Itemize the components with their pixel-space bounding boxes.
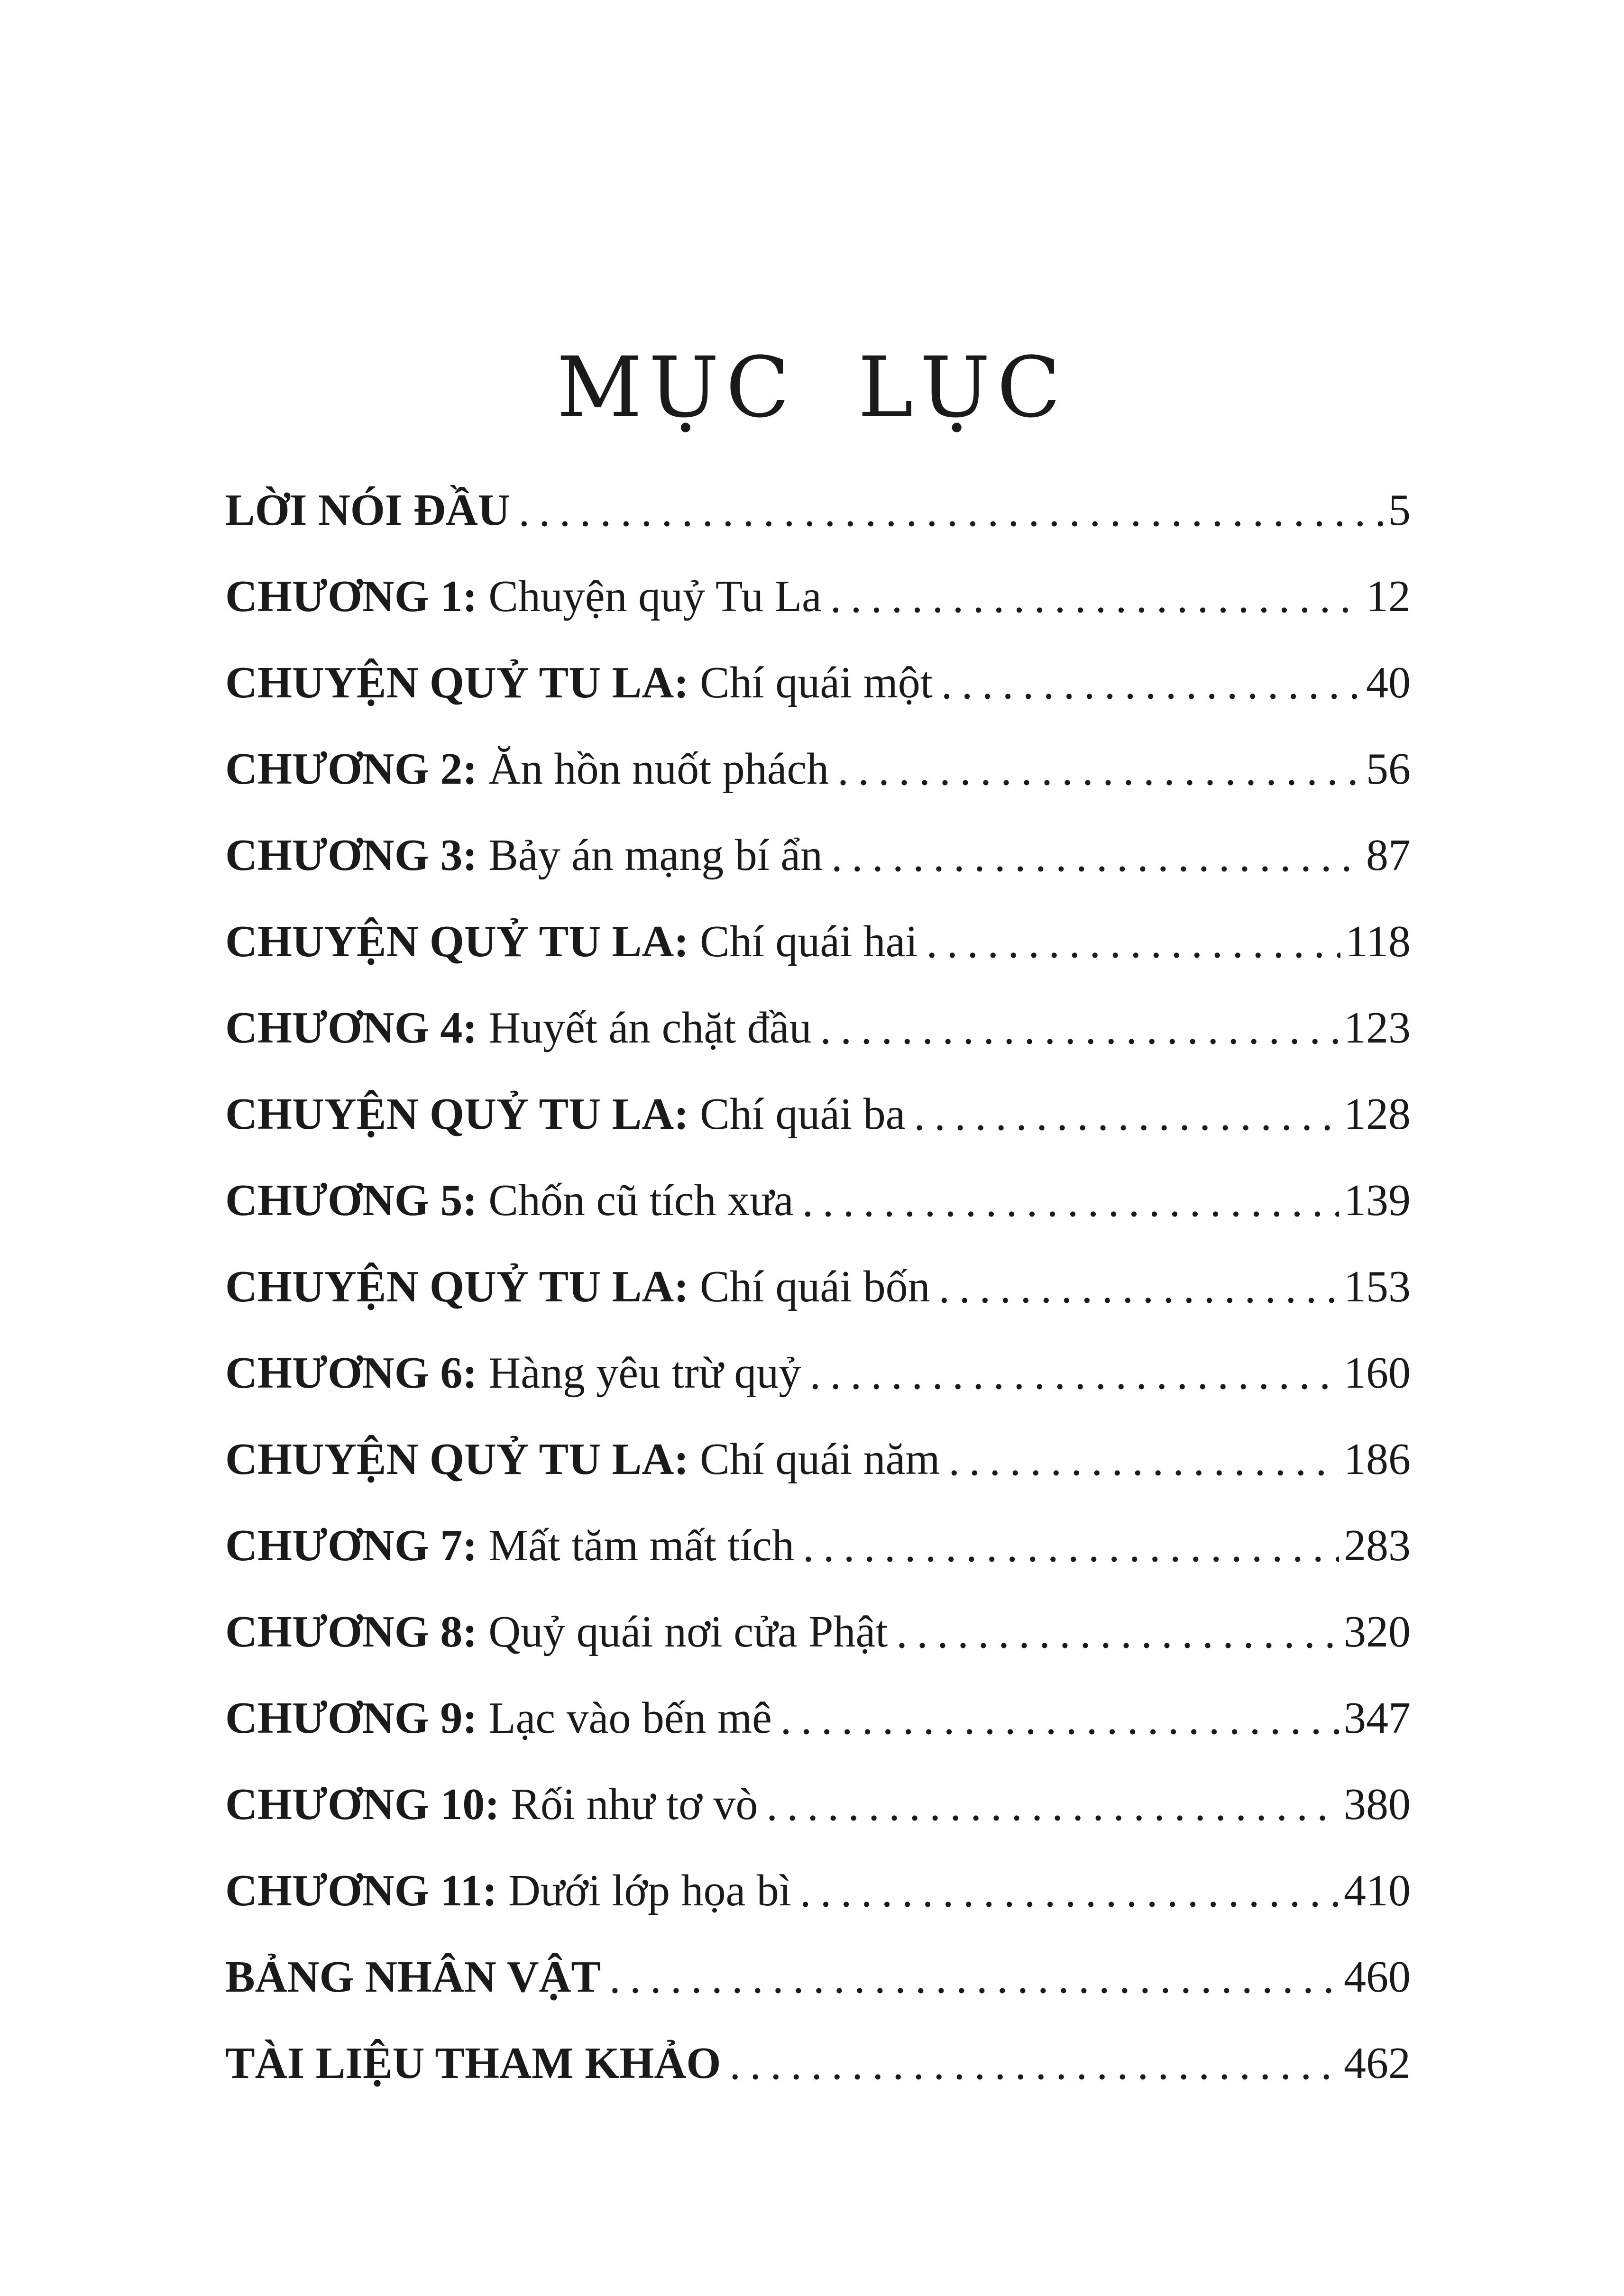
toc-entry-label — [225, 1519, 794, 1572]
toc-page-number: 40 — [1366, 658, 1411, 707]
toc-page-number: 12 — [1366, 572, 1411, 621]
toc-entry-label — [225, 1865, 791, 1917]
toc-entry[interactable] — [225, 1330, 1411, 1416]
toc-dot-leader — [831, 830, 1361, 882]
toc-page-number: 5 — [1388, 485, 1411, 535]
toc-page-number: 123 — [1344, 1003, 1411, 1052]
toc-entry-heading: CHƯƠNG 11: — [225, 1866, 497, 1915]
toc-entry-heading: CHƯƠNG 4: — [225, 1003, 477, 1052]
toc-page-number: 153 — [1344, 1262, 1411, 1311]
toc-entry[interactable] — [225, 1675, 1411, 1761]
toc-dot-leader — [941, 658, 1361, 710]
toc-entry-label — [225, 484, 510, 536]
toc-entry-heading: BẢNG NHÂN VẬT — [225, 1952, 601, 2002]
toc-page-number: 186 — [1344, 1435, 1411, 1484]
toc-dot-leader — [729, 2038, 1339, 2090]
toc-entry[interactable] — [225, 1761, 1411, 1848]
toc-entry[interactable] — [225, 467, 1411, 553]
toc-entry-label — [225, 1088, 905, 1140]
toc-entry[interactable] — [225, 2020, 1411, 2106]
toc-page-number: 460 — [1344, 1952, 1411, 2002]
toc-entry-label — [225, 1778, 758, 1830]
toc-entry[interactable] — [225, 1244, 1411, 1330]
toc-dot-leader — [609, 1952, 1339, 2004]
toc-entry[interactable] — [225, 1848, 1411, 1934]
toc-entry-heading: CHƯƠNG 6: — [225, 1348, 477, 1398]
toc-entry-subtitle: Lạc vào bến mê — [488, 1693, 772, 1743]
toc-entry-label — [225, 657, 933, 709]
toc-entry[interactable] — [225, 898, 1411, 985]
toc-dot-leader — [927, 916, 1341, 969]
toc-page-number: 139 — [1344, 1176, 1411, 1225]
toc-dot-leader — [766, 1779, 1339, 1831]
toc-entry-subtitle: Rối như tơ vò — [511, 1780, 758, 1829]
toc-dot-leader — [800, 1866, 1339, 1918]
toc-dot-leader — [914, 1089, 1339, 1141]
toc-dot-leader — [820, 1003, 1339, 1055]
toc-entry-subtitle: Ăn hồn nuốt phách — [488, 744, 829, 794]
toc-dot-leader — [809, 1348, 1339, 1400]
toc-page-number: 87 — [1366, 831, 1411, 880]
toc-entry[interactable] — [225, 985, 1411, 1071]
table-of-contents — [225, 467, 1411, 2106]
toc-entry-heading: CHƯƠNG 2: — [225, 744, 477, 794]
toc-dot-leader — [803, 1520, 1339, 1573]
toc-dot-leader — [949, 1434, 1340, 1486]
toc-entry-label — [225, 1433, 940, 1485]
toc-entry-label — [225, 1692, 772, 1744]
toc-dot-leader — [802, 1175, 1339, 1227]
toc-entry[interactable] — [225, 726, 1411, 812]
toc-entry[interactable] — [225, 1071, 1411, 1157]
toc-page-number: 128 — [1344, 1089, 1411, 1139]
toc-entry-heading: CHUYỆN QUỶ TU LA: — [225, 1089, 689, 1139]
toc-entry-heading: CHƯƠNG 10: — [225, 1780, 500, 1829]
toc-dot-leader — [780, 1693, 1339, 1745]
toc-page-number: 56 — [1366, 744, 1411, 794]
toc-entry-subtitle: Chí quái ba — [700, 1089, 906, 1139]
toc-entry-label — [225, 2037, 721, 2089]
toc-entry-heading: CHƯƠNG 9: — [225, 1693, 477, 1743]
toc-entry-heading: CHUYỆN QUỶ TU LA: — [225, 1262, 689, 1311]
toc-entry-label — [225, 1002, 811, 1054]
toc-entry-label — [225, 743, 829, 795]
toc-entry-subtitle: Bảy án mạng bí ẩn — [488, 831, 823, 880]
toc-page-number: 347 — [1344, 1693, 1411, 1743]
toc-dot-leader — [837, 744, 1361, 796]
toc-entry-subtitle: Chí quái bốn — [700, 1262, 930, 1311]
toc-dot-leader — [830, 571, 1361, 623]
toc-entry-heading: LỜI NÓI ĐẦU — [225, 485, 510, 535]
toc-page-number: 320 — [1344, 1607, 1411, 1656]
page-title: MỤC LỤC — [556, 338, 1067, 436]
toc-entry-subtitle: Dưới lớp họa bì — [508, 1866, 791, 1915]
toc-entry[interactable] — [225, 1157, 1411, 1244]
toc-entry-heading: CHUYỆN QUỶ TU LA: — [225, 917, 689, 966]
toc-entry-subtitle: Mất tăm mất tích — [488, 1521, 795, 1570]
toc-entry[interactable] — [225, 1502, 1411, 1589]
toc-entry-subtitle: Hàng yêu trừ quỷ — [488, 1348, 801, 1398]
toc-entry[interactable] — [225, 1589, 1411, 1675]
toc-page-number: 160 — [1344, 1348, 1411, 1398]
toc-entry[interactable] — [225, 1416, 1411, 1502]
toc-entry-heading: TÀI LIỆU THAM KHẢO — [225, 2039, 721, 2088]
toc-entry-heading: CHƯƠNG 5: — [225, 1176, 477, 1225]
toc-entry-label — [225, 1951, 601, 2003]
toc-entry-subtitle: Chí quái hai — [700, 917, 918, 966]
toc-entry[interactable] — [225, 640, 1411, 726]
toc-entry-subtitle: Quỷ quái nơi cửa Phật — [488, 1607, 888, 1656]
toc-entry[interactable] — [225, 1934, 1411, 2020]
toc-entry-subtitle: Huyết án chặt đầu — [488, 1003, 812, 1052]
toc-dot-leader — [939, 1262, 1339, 1314]
toc-entry-heading: CHƯƠNG 3: — [225, 831, 477, 880]
toc-entry-subtitle: Chí quái năm — [700, 1435, 940, 1484]
toc-dot-leader — [519, 485, 1384, 537]
toc-page-number: 380 — [1344, 1780, 1411, 1829]
toc-entry-heading: CHUYỆN QUỶ TU LA: — [225, 658, 689, 707]
toc-entry-label — [225, 570, 822, 622]
toc-page-number: 462 — [1344, 2039, 1411, 2088]
toc-entry-heading: CHƯƠNG 1: — [225, 572, 477, 621]
toc-entry-label — [225, 1174, 794, 1226]
toc-page-number: 283 — [1344, 1521, 1411, 1570]
toc-entry[interactable] — [225, 553, 1411, 640]
toc-entry-subtitle: Chuyện quỷ Tu La — [488, 572, 822, 621]
toc-dot-leader — [896, 1607, 1339, 1659]
toc-entry-label — [225, 915, 918, 968]
toc-page-number: 118 — [1345, 917, 1411, 966]
toc-entry-label — [225, 1261, 930, 1313]
toc-page-number: 410 — [1344, 1866, 1411, 1915]
toc-entry-label — [225, 1347, 801, 1399]
toc-entry-heading: CHƯƠNG 7: — [225, 1521, 477, 1570]
toc-entry-heading: CHUYỆN QUỶ TU LA: — [225, 1435, 689, 1484]
toc-entry-subtitle: Chí quái một — [700, 658, 933, 707]
toc-entry[interactable] — [225, 812, 1411, 898]
toc-entry-label — [225, 1606, 888, 1658]
toc-entry-heading: CHƯƠNG 8: — [225, 1607, 477, 1656]
toc-entry-label — [225, 829, 823, 881]
toc-entry-subtitle: Chốn cũ tích xưa — [488, 1176, 794, 1225]
